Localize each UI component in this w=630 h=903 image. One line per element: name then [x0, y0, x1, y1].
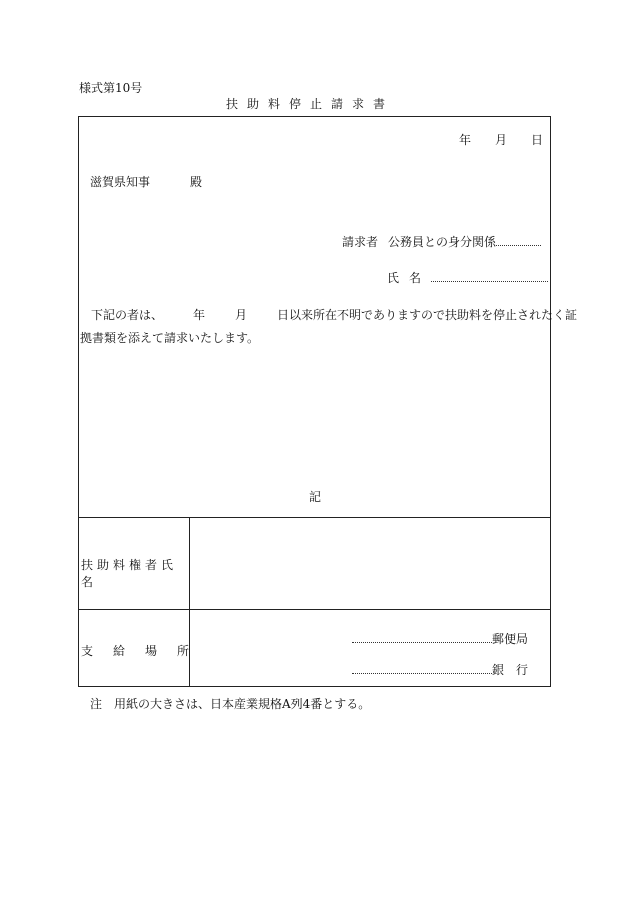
- statement-line2: 拠書類を添えて請求いたします。: [80, 331, 260, 345]
- footnote: [90, 695, 370, 712]
- statement-month: 月: [235, 308, 248, 322]
- bank-line: [352, 661, 528, 678]
- name-field[interactable]: [431, 270, 548, 282]
- addressee: [90, 173, 202, 190]
- statement: [80, 304, 578, 350]
- form-number: 様式第10号: [79, 81, 143, 95]
- bank-field[interactable]: [352, 662, 492, 674]
- form-body: [79, 117, 578, 517]
- payment-place-label-cell: [79, 610, 190, 687]
- date-day: 日: [531, 133, 544, 147]
- table-row-payment-place: [79, 610, 550, 687]
- name-row: [387, 269, 548, 286]
- post-office-line: [352, 630, 528, 647]
- requester-label: 請求者: [342, 235, 379, 249]
- details-table: [79, 517, 550, 687]
- bank-label: 銀 行: [492, 663, 529, 677]
- addressee-name: 滋賀県知事: [90, 175, 151, 189]
- table-row-beneficiary: [79, 518, 550, 610]
- date-month: 月: [495, 133, 508, 147]
- beneficiary-label: 扶助料権者氏名: [81, 558, 178, 589]
- beneficiary-label-cell: [79, 518, 190, 609]
- addressee-honorific: 殿: [190, 175, 203, 189]
- payment-place-label: [81, 642, 189, 659]
- footnote-text: 用紙の大きさは、日本産業規格A列4番とする。: [114, 697, 371, 711]
- statement-part1: 下記の者は、: [91, 308, 164, 322]
- date-year: 年: [459, 133, 472, 147]
- footnote-mark: 注: [90, 697, 103, 711]
- post-office-label: 郵便局: [492, 632, 529, 646]
- payment-place-char-3: 場: [145, 644, 158, 658]
- ki-heading: 記: [309, 490, 322, 504]
- statement-year: 年: [193, 308, 206, 322]
- payment-place-char-2: 給: [113, 644, 126, 658]
- form-frame: [78, 116, 578, 687]
- date-line: [459, 131, 543, 148]
- requester-row: [342, 233, 541, 250]
- beneficiary-name-field[interactable]: [190, 518, 550, 609]
- relation-label: 公務員との身分関係: [388, 235, 497, 249]
- form-title: 扶助料停止請求書: [226, 97, 395, 111]
- name-label: 氏名: [387, 271, 432, 285]
- post-office-field[interactable]: [352, 631, 492, 643]
- relation-field[interactable]: [496, 234, 541, 246]
- payment-place-char-1: 支: [81, 644, 94, 658]
- statement-part2: 日以来所在不明でありますので扶助料を停止されたく証: [277, 308, 578, 322]
- payment-place-char-4: 所: [177, 644, 190, 658]
